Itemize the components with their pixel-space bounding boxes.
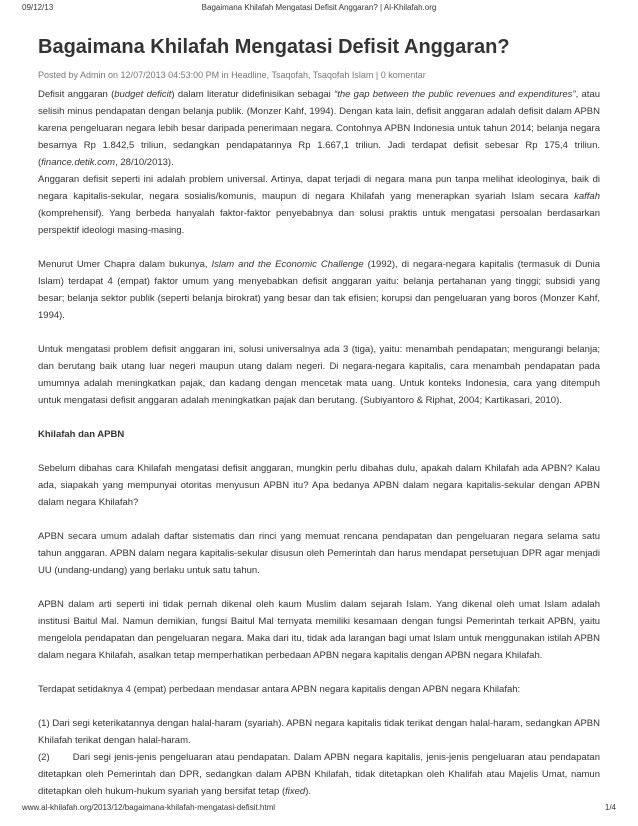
text: Defisit anggaran ( xyxy=(38,89,115,100)
paragraph: Untuk mengatasi problem defisit anggaran ini, solusi universalnya ada 3 (tiga), yaitu: menambah pendapatan; mengurangi belanja; dan berutang baik utang luar negeri maupun utang dalam negeri. Di negara-negara kapitalis, cara menambah pendapatan pada umumnya adalah meningkatkan pajak, dan kadang dengan mencetak mata uang. Untuk konteks Indonesia, cara yang ditempuh untuk mengatasi defisit anggaran adalah meningkatkan pajak dan berutang. (Subiyantoro & Riphat, 2004; Kartikasari, 2010). xyxy=(38,344,600,406)
text-italic: budget deficit xyxy=(114,89,172,100)
text: (komprehensif). Yang berbeda hanyalah faktor-faktor penyebabnya dan solusi praktis untuk mengatasi persoalan berdasarkan perspektif ideologi masing-masing. xyxy=(38,208,600,236)
print-page-number: 1/4 xyxy=(604,803,616,812)
text: ) dalam literatur didefinisikan sebagai xyxy=(171,89,335,100)
source-italic: finance.detik.com xyxy=(41,157,116,168)
quote-italic: “the gap between the public revenues and expenditures” xyxy=(334,89,576,100)
print-date: 09/12/13 xyxy=(22,3,54,12)
text: , 28/10/2013). xyxy=(115,157,174,168)
text: ). xyxy=(305,786,312,797)
paragraph xyxy=(38,171,600,239)
print-url: www.al-khilafah.org/2013/12/bagaimana-khilafah-mengatasi-defisit.html xyxy=(22,803,276,812)
section-heading xyxy=(38,426,600,443)
text: Anggaran defisit seperti ini adalah problem universal. Artinya, dapat terjadi di negara mana pun tanpa melihat ideologinya, baik di negara kapitalis-sekular, negara sosialis/komunis, maupun di negara Khilafah yang menerapkan syariah Islam secara xyxy=(38,174,600,202)
paragraph xyxy=(38,86,600,171)
text: Dari segi jenis-jenis pengeluaran atau pendapatan. Dalam APBN negara kapitalis, jenis-jenis pengeluaran atau pendapatan ditetapkan oleh Pemerintah dan DPR, sedangkan dalam APBN Khilafah, tidak ditetapkan oleh Khalifah atau Majelis Umat, namun ditetapkan oleh hukum-hukum syariah yang bersifat tetap ( xyxy=(38,752,600,797)
text: , atau selisih minus pendapatan dengan belanja publik. (Monzer Kahf, 1994). Dengan kata lain, defisit anggaran adalah defisit dalam APBN karena pengeluaran negara lebih besar daripada penerimaan negara. Contohnya APBN Indonesia untuk tahun 2014; belanja negara besarnya Rp 1.842,5 triliun, sedangkan pendapatannya Rp 1.667,1 triliun. Jadi terdapat defisit sebesar Rp 175,4 triliun. ( xyxy=(38,89,601,168)
paragraph: Terdapat setidaknya 4 (empat) perbedaan mendasar antara APBN negara kapitalis dengan APBN negara Khilafah: xyxy=(38,684,521,695)
book-title-italic: Islam and the Economic Challenge xyxy=(211,259,364,270)
item-number: (2) xyxy=(38,752,50,763)
article-title[interactable]: Bagaimana Khilafah Mengatasi Defisit Anggaran? xyxy=(38,36,510,58)
text-italic: kaffah xyxy=(574,191,600,202)
article-meta: Posted by Admin on 12/07/2013 04:53:00 PM in Headline, Tsaqofah, Tsaqofah Islam | 0 komentar xyxy=(38,70,426,80)
paragraph: APBN secara umum adalah daftar sistematis dan rinci yang memuat rencana pendapatan dan pengeluaran negara selama satu tahun anggaran. APBN dalam negara kapitalis-sekular disusun oleh Pemerintah dan harus mendapat persetujuan DPR agar menjadi UU (undang-undang) yang berlaku untuk satu tahun. xyxy=(38,531,600,576)
heading-text: Khilafah dan APBN xyxy=(38,429,125,440)
paragraph: (1) Dari segi keterikatannya dengan halal-haram (syariah). APBN negara kapitalis tidak terikat dengan halal-haram, sedangkan APBN Khilafah terikat dengan halal-haram. xyxy=(38,718,600,746)
text: Menurut Umer Chapra dalam bukunya, xyxy=(38,259,212,270)
text-italic: fixed xyxy=(285,786,306,797)
article-body xyxy=(38,86,600,800)
print-page-title: Bagaimana Khilafah Mengatasi Defisit Anggaran? | Al-Khilafah.org xyxy=(201,3,437,12)
text: (1992), di negara-negara kapitalis (termasuk di Dunia Islam) terdapat 4 (empat) faktor umum yang menyebabkan defisit anggaran yaitu: belanja pertahanan yang tinggi; subsidi yang besar; belanja sektor publik (seperti belanja birokrat) yang besar dan tak efisien; korupsi dan pengeluaran yang boros (Monzer Kahf, 1994). xyxy=(38,259,600,321)
paragraph xyxy=(38,749,600,800)
paragraph: APBN dalam arti seperti ini tidak pernah dikenal oleh kaum Muslim dalam sejarah Islam. Yang dikenal oleh umat Islam adalah institusi Baitul Mal. Namun demikian, fungsi Baitul Mal ternyata memiliki kesamaan dengan fungsi Pemerintah terkait APBN, yaitu mengelola pendapatan dan pengeluaran negara. Maka dari itu, tidak ada larangan bagi umat Islam untuk menggunakan istilah APBN dalam negara Khilafah, asalkan tetap memperhatikan perbedaan APBN negara kapitalis dengan APBN negara Khilafah. xyxy=(38,599,600,661)
paragraph: Sebelum dibahas cara Khilafah mengatasi defisit anggaran, mungkin perlu dibahas dulu, apakah dalam Khilafah ada APBN? Kalau ada, siapakah yang mempunyai otoritas menyusun APBN itu? Apa bedanya APBN dalam negara kapitalis-sekular dengan APBN dalam negara Khilafah? xyxy=(38,463,600,508)
paragraph xyxy=(38,256,600,324)
